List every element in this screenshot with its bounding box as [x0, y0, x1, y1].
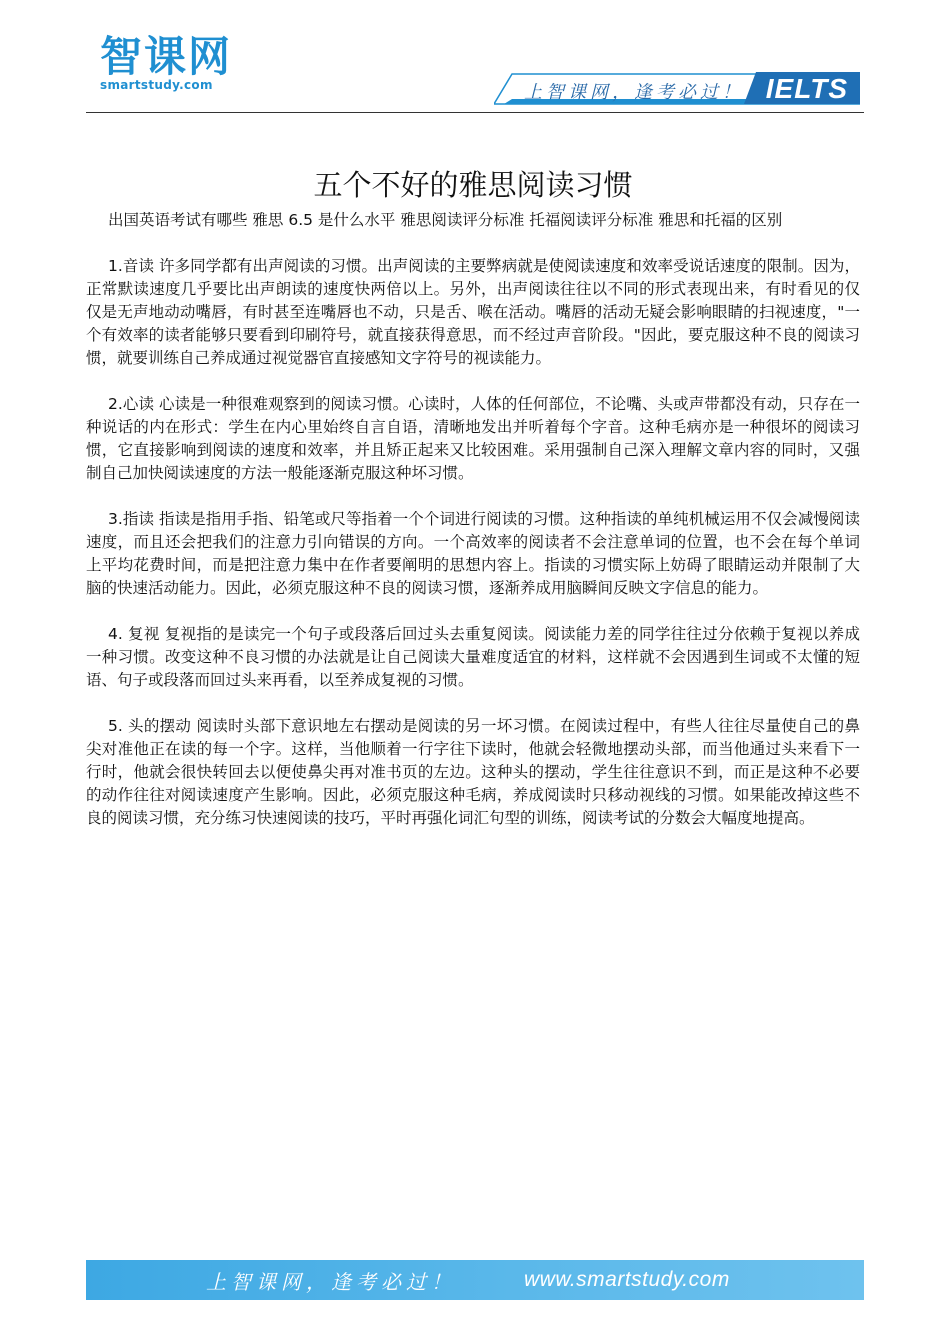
page-header	[86, 28, 864, 114]
header-divider	[86, 112, 864, 113]
paragraph-text: 5. 头的摆动 阅读时头部下意识地左右摆动是阅读的另一坏习惯。在阅读过程中，有些人往往尽量使自己的鼻尖对准他正在读的每一个字。这样，当他顺着一行字往下读时，他就会轻微地摆动头部，而当他通过头来看下一行时，他就会很快转回去以便使鼻尖再对准书页的左边。这种头的摆动，学生往往意识不到，而正是这种不必要的动作往往对阅读速度产生影响。因此，必须克服这种毛病，养成阅读时只移动视线的习惯。如果能改掉这些不良的阅读习惯，充分练习快速阅读的技巧，平时再强化词汇句型的训练，阅读考试的分数会大幅度地提高。	[86, 717, 860, 827]
paragraph-text: 3.指读 指读是指用手指、铅笔或尺等指着一个个词进行阅读的习惯。这种指读的单纯机械运用不仅会减慢阅读速度，而且还会把我们的注意力引向错误的方向。一个高效率的阅读者不会注意单词的位置，也不会在每个单词上平均花费时间，而是把注意力集中在作者要阐明的思想内容上。指读的习惯实际上妨碍了眼睛运动并限制了大脑的快速活动能力。因此，必须克服这种不良的阅读习惯，逐渐养成用脑瞬间反映文字信息的能力。	[86, 510, 860, 597]
paragraph-text: 1.音读 许多同学都有出声阅读的习惯。出声阅读的主要弊病就是使阅读速度和效率受说话速度的限制。因为，正常默读速度几乎要比出声朗读的速度快两倍以上。另外，出声阅读往往以不同的形式表现出来，有时看见的仅仅是无声地动动嘴唇，有时甚至连嘴唇也不动，只是舌、喉在活动。嘴唇的活动无疑会影响眼睛的扫视速度，"一个有效率的读者能够只要看到印刷符号，就直接获得意思，而不经过声音阶段。"因此，要克服这种不良的阅读习惯，就要训练自己养成通过视觉器官直接感知文字符号的视读能力。	[86, 257, 860, 367]
logo-chinese-text: 智课网	[100, 32, 233, 81]
paragraph-4	[86, 623, 860, 692]
footer-slogan: 上智课网，逢考必过！	[206, 1270, 456, 1294]
intro-paragraph	[86, 209, 860, 232]
header-slogan: 上智课网，逢考必过！	[524, 82, 744, 103]
footer-url-link[interactable]: www.smartstudy.com	[524, 1268, 730, 1291]
ielts-badge: IELTS	[765, 73, 848, 104]
paragraph-text: 4. 复视 复视指的是读完一个句子或段落后回过头去重复阅读。阅读能力差的同学往往过分依赖于复视以养成一种习惯。改变这种不良习惯的办法就是让自己阅读大量难度适宜的材料，这样就不会因遇到生词或不太懂的短语、句子或段落而回过头来再看，以至养成复视的习惯。	[86, 625, 860, 689]
logo-domain-text: smartstudy.com	[100, 78, 213, 92]
page-footer-banner	[86, 1260, 864, 1300]
paragraph-1	[86, 255, 860, 370]
intro-text: 出国英语考试有哪些 雅思 6.5 是什么水平 雅思阅读评分标准 托福阅读评分标准 雅思和托福的区别	[108, 211, 783, 229]
paragraph-text: 2.心读 心读是一种很难观察到的阅读习惯。心读时，人体的任何部位，不论嘴、头或声带都没有动，只存在一种说话的内在形式：学生在内心里始终自言自语，清晰地发出并听着每个字音。这种毛病亦是一种很坏的阅读习惯，它直接影响到阅读的速度和效率，并且矫正起来又比较困难。采用强制自己深入理解文章内容的同时，又强制自己加快阅读速度的方法一般能逐渐克服这种坏习惯。	[86, 395, 860, 482]
smartstudy-logo[interactable]	[100, 34, 232, 92]
slogan-banner	[494, 72, 860, 106]
paragraph-3	[86, 508, 860, 600]
paragraph-5	[86, 715, 860, 830]
document-title: 五个不好的雅思阅读习惯	[313, 168, 633, 202]
paragraph-2	[86, 393, 860, 485]
document-body	[86, 163, 860, 830]
